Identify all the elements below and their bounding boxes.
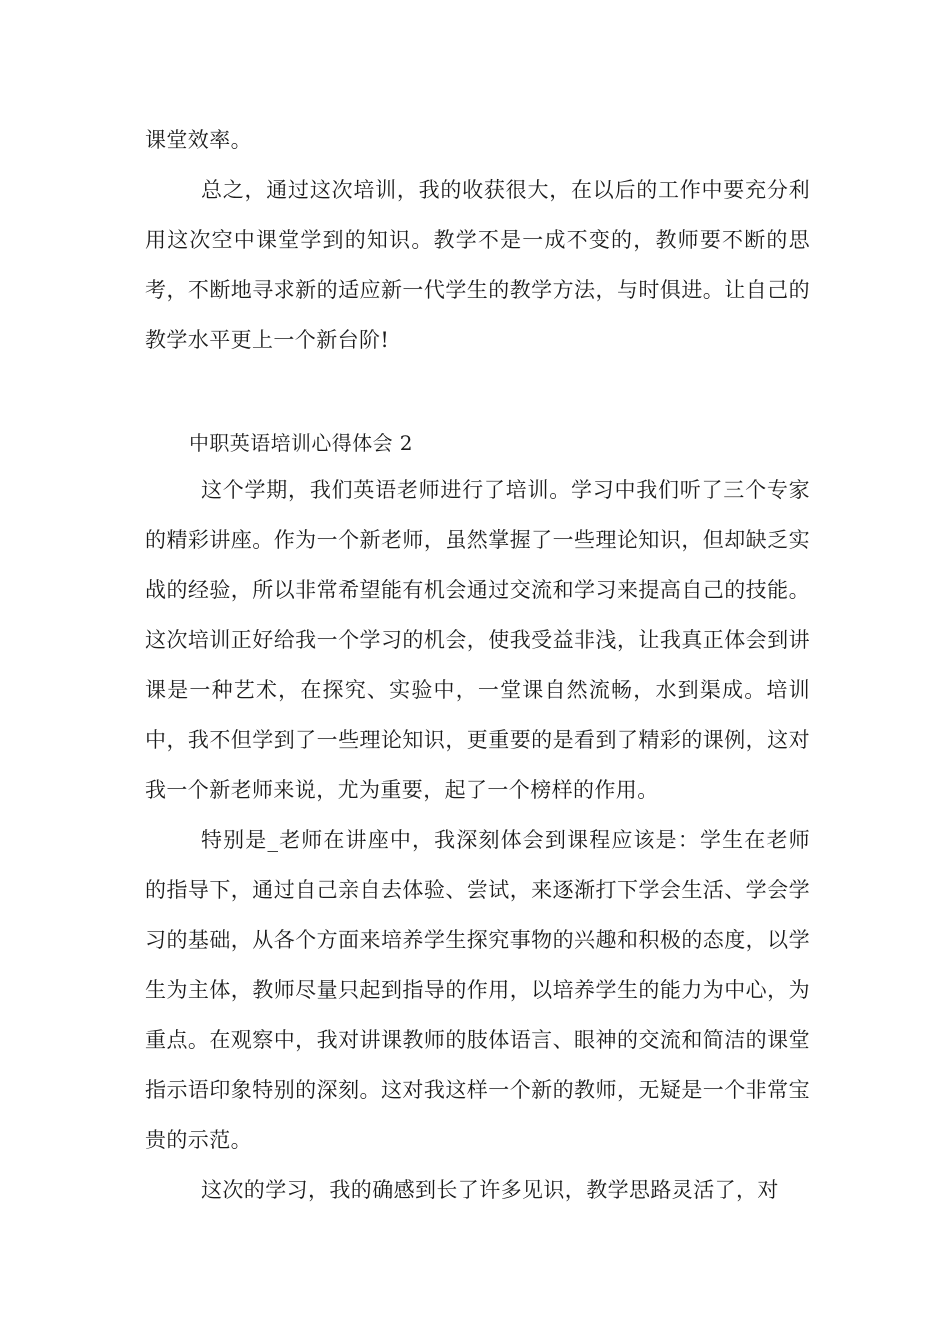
- paragraph-continuation: 课堂效率。: [145, 128, 252, 152]
- paragraph-training-intro: 这个学期，我们英语老师进行了培训。学习中我们听了三个专家的精彩讲座。作为一个新老师，虽然掌握了一些理论知识，但却缺乏实战的经验，所以非常希望能有机会通过交流和学习来提高自己的技能。这次培训正好给我一个学习的机会，使我受益非浅，让我真正体会到讲课是一种艺术，在探究、实验中，一堂课自然流畅，水到渠成。培训中，我不但学到了一些理论知识，更重要的是看到了精彩的课例，这对我一个新老师来说，尤为重要，起了一个榜样的作用。: [145, 478, 810, 802]
- section-heading: 中职英语培训心得体会 2: [189, 431, 413, 455]
- paragraph-lecture-insights: 特别是_老师在讲座中，我深刻体会到课程应该是：学生在老师的指导下，通过自己亲自去体验、尝试，来逐渐打下学会生活、学会学习的基础，从各个方面来培养学生探究事物的兴趣和积极的态度，以学生为主体，教师尽量只起到指导的作用，以培养学生的能力为中心，为重点。在观察中，我对讲课教师的肢体语言、眼神的交流和简洁的课堂指示语印象特别的深刻。这对我这样一个新的教师，无疑是一个非常宝贵的示范。: [145, 828, 810, 1152]
- paragraph-learning-reflection: 这次的学习，我的确感到长了许多见识，教学思路灵活了，对: [201, 1178, 779, 1202]
- paragraph-conclusion: 总之，通过这次培训，我的收获很大，在以后的工作中要充分利用这次空中课堂学到的知识。教学不是一成不变的，教师要不断的思考，不断地寻求新的适应新一代学生的教学方法，与时俱进。让自己的教学水平更上一个新台阶!: [145, 178, 810, 352]
